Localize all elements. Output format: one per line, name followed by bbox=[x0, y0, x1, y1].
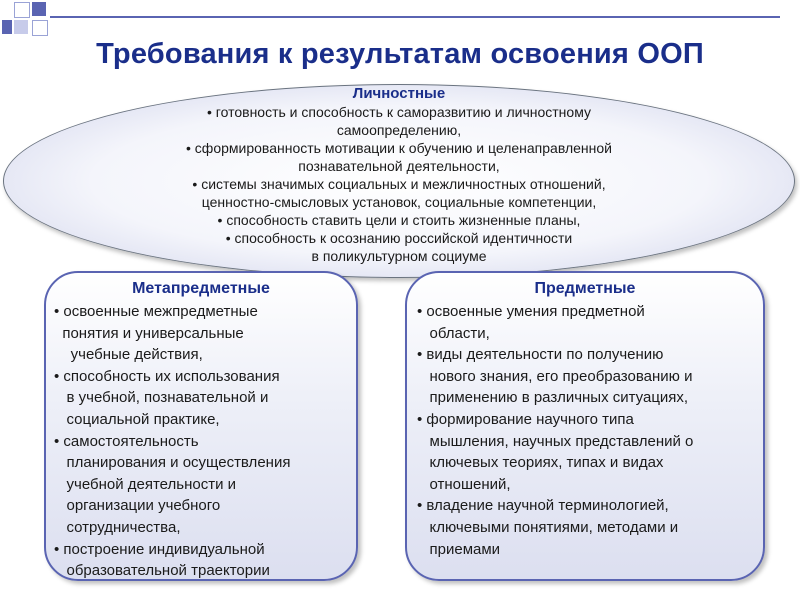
personal-line: познавательной деятельности, bbox=[298, 158, 500, 174]
metasubject-line: • построение индивидуальной bbox=[54, 540, 265, 558]
metasubject-line: сотрудничества, bbox=[54, 518, 181, 536]
header-rule bbox=[50, 16, 780, 18]
metasubject-heading: Метапредметные bbox=[132, 280, 270, 297]
subject-line: • владение научной терминологией, bbox=[417, 497, 669, 515]
subject-line: отношений, bbox=[417, 475, 511, 493]
subject-line: • освоенные умения предметной bbox=[417, 303, 645, 320]
decor-square bbox=[32, 20, 48, 36]
metasubject-line: • самостоятельность bbox=[54, 432, 199, 450]
metasubject-line: социальной практике, bbox=[54, 410, 220, 428]
personal-line: ценностно-смысловых установок, социальные компетенции, bbox=[201, 194, 597, 210]
metasubject-line: • способность их использования bbox=[54, 367, 280, 385]
metasubject-line: организации учебного bbox=[54, 497, 221, 515]
personal-heading: Личностные bbox=[352, 85, 446, 102]
personal-line: • способность к осознанию российской идентичности bbox=[225, 230, 573, 246]
personal-line: • системы значимых социальных и межличностных отношений, bbox=[192, 176, 606, 192]
decor-square bbox=[2, 20, 12, 34]
subject-line: • формирование научного типа bbox=[417, 410, 634, 428]
decor-square bbox=[32, 2, 46, 16]
subject-heading: Предметные bbox=[534, 280, 636, 297]
subject-line: мышления, научных представлений о bbox=[417, 432, 694, 450]
page-title: Требования к результатам освоения ООП bbox=[96, 38, 704, 70]
metasubject-box bbox=[44, 271, 358, 581]
decor-square bbox=[14, 20, 28, 34]
subject-line: нового знания, его преобразованию и bbox=[417, 367, 693, 385]
personal-ellipse bbox=[3, 84, 795, 278]
subject-line: • виды деятельности по получению bbox=[417, 346, 664, 364]
subject-line: приемами bbox=[417, 540, 501, 558]
personal-line: в поликультурном социуме bbox=[311, 248, 487, 264]
metasubject-line: понятия и универсальные bbox=[54, 324, 244, 342]
personal-text bbox=[4, 85, 794, 265]
personal-line: • сформированность мотивации к обучению и целенаправленной bbox=[186, 140, 612, 156]
personal-line: • способность ставить цели и стоить жизненные планы, bbox=[217, 212, 581, 228]
metasubject-line: образовательной траектории bbox=[54, 562, 270, 580]
metasubject-line: учебные действия, bbox=[54, 346, 203, 364]
decor-square bbox=[14, 2, 30, 18]
subject-line: ключевых теориях, типах и видах bbox=[417, 454, 664, 472]
metasubject-line: планирования и осуществления bbox=[54, 454, 291, 472]
subject-line: области, bbox=[417, 324, 490, 342]
subject-box bbox=[405, 271, 765, 581]
metasubject-line: в учебной, познавательной и bbox=[54, 389, 269, 407]
metasubject-line: учебной деятельности и bbox=[54, 475, 237, 493]
personal-line: • готовность и способность к саморазвитию и личностному bbox=[207, 104, 591, 120]
metasubject-line: • освоенные межпредметные bbox=[54, 303, 258, 320]
subject-line: применению в различных ситуациях, bbox=[417, 389, 689, 407]
personal-line: самоопределению, bbox=[336, 122, 462, 138]
subject-line: ключевыми понятиями, методами и bbox=[417, 518, 679, 536]
